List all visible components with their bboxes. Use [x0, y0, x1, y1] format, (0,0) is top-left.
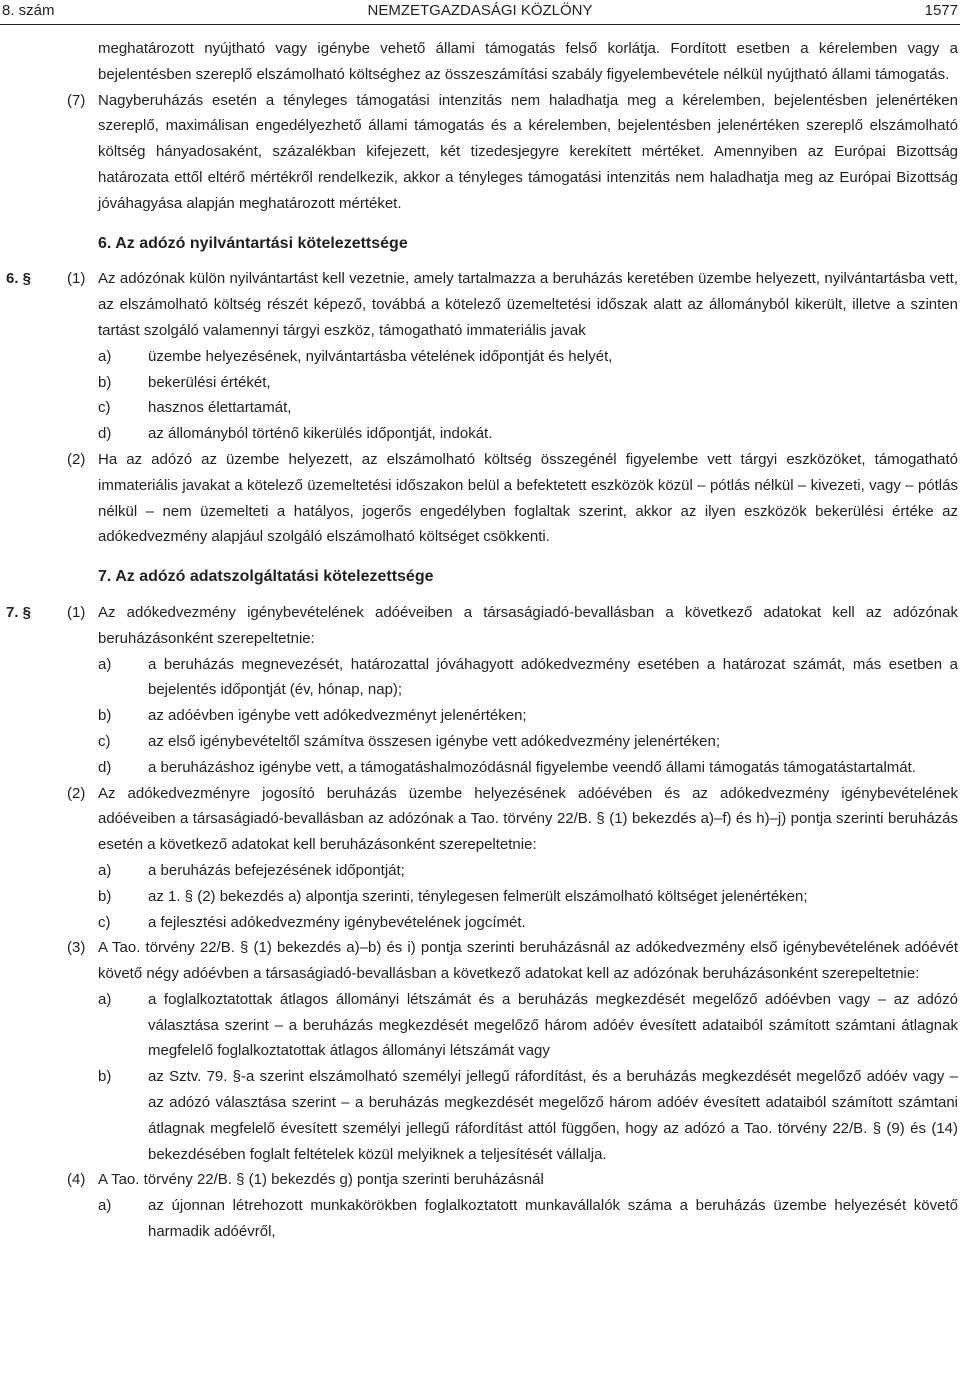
paragraph-text: A Tao. törvény 22/B. § (1) bekezdés g) pontja szerinti beruházásnál — [98, 1171, 544, 1189]
item-text: a foglalkoztatottak átlagos állományi létszámát és a beruházás megkezdését megelőző adóévben vagy – az adózó választása szerint – a beruházás megkezdését megelőző három adóév évesített adataiból számított számtani átlagnak megfelelő foglalkoztatottak átlagos állományi létszámát vagy — [148, 990, 958, 1060]
section-7-paragraph-4 — [0, 1167, 960, 1193]
item-mark: b) — [98, 1068, 112, 1086]
item-mark: a) — [98, 655, 112, 673]
item-text: a beruházáshoz igénybe vett, a támogatáshalmozódásnál figyelembe veendő állami támogatás támogatástartalmát. — [148, 758, 916, 776]
item-text: az 1. § (2) bekezdés a) alpontja szerinti, ténylegesen felmerült elszámolható költséget jelenértéken; — [148, 887, 808, 905]
paragraph-number: (1) — [67, 603, 86, 621]
item-mark: d) — [98, 758, 112, 776]
paragraph-text: Az adókedvezmény igénybevételének adóéveiben a társaságiadó-bevallásban a következő adatokat kell az adózónak beruházásonként szerepeltetnie: — [98, 603, 958, 647]
list-item — [0, 858, 960, 884]
paragraph-number: (7) — [67, 91, 86, 109]
list-item — [0, 884, 960, 910]
item-mark: b) — [98, 373, 112, 391]
paragraph-number: (1) — [67, 270, 86, 288]
item-text: a beruházás befejezésének időpontját; — [148, 861, 405, 879]
paragraph-number: (2) — [67, 784, 86, 802]
item-mark: a) — [98, 1197, 112, 1215]
item-text: az adóévben igénybe vett adókedvezményt jelenértéken; — [148, 707, 527, 725]
journal-title: NEMZETGAZDASÁGI KÖZLÖNY — [367, 2, 593, 19]
item-text: bekerülési értékét, — [148, 373, 271, 391]
list-item — [0, 344, 960, 370]
item-text: az Sztv. 79. §-a szerint elszámolható személyi jellegű ráfordítást, és a beruházás megkezdését megelőző adóév vagy – az adózó választása szerint – a beruházás megkezdését megelőző három adóév évesített adataiból számított számtani átlagnak megfelelő évesített személyi jellegű ráfordítást attól függően, hogy az adózó a Tao. törvény 22/B. § (9) és (14) bekezdésében foglalt feltételek közül melyiknek a teljesítését vállalja. — [148, 1068, 958, 1163]
list-item — [0, 1064, 960, 1167]
paragraph-text: Ha az adózó az üzembe helyezett, az elszámolható költség összegénél figyelembe vett tárgyi eszközöket, támogatható immateriális javakat a kötelező üzemeltetési időszakon belül a befektetett eszközök közül – pótlás nélkül – kivezeti, vagy – pótlás nélkül – nem üzemelteti a hatályos, jogerős engedélyben foglaltak szerint, akkor az ilyen eszközök bekerülési értéke az adókedvezmény alapjául szolgáló elszámolható költséget csökkenti. — [98, 450, 958, 546]
list-item — [0, 755, 960, 781]
section-6-paragraph-1 — [0, 266, 960, 343]
paragraph-text: Az adózónak külön nyilvántartást kell vezetnie, amely tartalmazza a beruházás keretében üzembe helyezett, nyilvántartásba vett, az elszámolható költség részét képező, továbbá a kötelező üzemeltetési időszak alatt az állományból kikerült, illetve a szinten tartást szolgáló valamennyi tárgyi eszköz, támogatható immateriális javak — [98, 270, 958, 339]
item-mark: a) — [98, 990, 112, 1008]
item-mark: c) — [98, 732, 111, 750]
item-mark: c) — [98, 399, 111, 417]
page-header — [0, 0, 960, 25]
section-sign: 7. § — [6, 603, 32, 621]
list-item — [0, 421, 960, 447]
section-6-heading: 6. Az adózó nyilvántartási kötelezettsége — [98, 234, 408, 252]
section-7-paragraph-3 — [0, 935, 960, 987]
intro-paragraph: meghatározott nyújtható vagy igénybe vehető állami támogatás felső korlátja. Fordított esetben a kérelemben vagy a bejelentésben szereplő elszámolható költséghez az összeszámítási szabály figyelembevétele nélkül nyújtható állami támogatás. — [98, 40, 958, 83]
list-item — [0, 1193, 960, 1245]
item-text: az állományból történő kikerülés időpontját, indokát. — [148, 425, 493, 443]
section-sign: 6. § — [6, 270, 32, 288]
issue-number: 8. szám — [2, 2, 55, 19]
paragraph-text: Az adókedvezményre jogosító beruházás üzembe helyezésének adóévében és az adókedvezmény igénybevételének adóéveiben a társaságiadó-bevallásban az adózónak a Tao. törvény 22/B. § (1) bekezdés a)–f) és h)–j) pontja szerinti beruházás esetén a következő adatokat kell beruházásonként szerepeltetnie: — [98, 784, 958, 854]
list-item — [0, 703, 960, 729]
item-text: üzembe helyezésének, nyilvántartásba vételének időpontját és helyét, — [148, 347, 613, 365]
item-mark: a) — [98, 861, 112, 879]
list-item — [0, 987, 960, 1064]
list-item — [0, 729, 960, 755]
document-body — [0, 36, 960, 1245]
section-7-heading: 7. Az adózó adatszolgáltatási kötelezettsége — [98, 568, 434, 586]
item-mark: d) — [98, 425, 112, 443]
item-mark: c) — [98, 913, 111, 931]
list-item — [0, 395, 960, 421]
paragraph-number: (2) — [67, 450, 86, 468]
section-6-paragraph-2 — [0, 447, 960, 550]
list-item — [0, 652, 960, 704]
item-text: a beruházás megnevezését, határozattal jóváhagyott adókedvezmény esetében a határozat számát, más esetben a bejelentés időpontját (év, hónap, nap); — [148, 655, 958, 699]
item-mark: b) — [98, 707, 112, 725]
item-mark: b) — [98, 887, 112, 905]
paragraph-text: Nagyberuházás esetén a tényleges támogatási intenzitás nem haladhatja meg a kérelemben, bejelentésben jelenértéken szereplő, maximálisan engedélyezhető állami támogatás és a kérelemben, bejelentésben jelenértéken szereplő elszámolható költség hányadosaként, százalékban kifejezett, két tizedesjegyre kerekített mértéket. Amennyiben az Európai Bizottság határozata ettől eltérő mértékről rendelkezik, akkor a tényleges támogatási intenzitás nem haladhatja meg az Európai Bizottság jóváhagyása alapján meghatározott mértéket. — [98, 91, 958, 212]
section-7-paragraph-2 — [0, 781, 960, 858]
item-text: hasznos élettartamát, — [148, 399, 292, 417]
paragraph-7 — [0, 88, 960, 217]
paragraph-number: (4) — [67, 1171, 86, 1189]
item-text: a fejlesztési adókedvezmény igénybevételének jogcímét. — [148, 913, 526, 931]
paragraph-number: (3) — [67, 939, 86, 957]
section-7-paragraph-1 — [0, 600, 960, 652]
item-text: az újonnan létrehozott munkakörökben foglalkoztatott munkavállalók száma a beruházás üzembe helyezését követő harmadik adóévről, — [148, 1197, 958, 1241]
list-item — [0, 910, 960, 936]
list-item — [0, 370, 960, 396]
paragraph-text: A Tao. törvény 22/B. § (1) bekezdés a)–b) és i) pontja szerinti beruházásnál az adókedvezmény első igénybevételének adóévét követő négy adóévben a társaságiadó-bevallásban a következő adatokat kell az adózónak beruházásonként szerepeltetnie: — [98, 939, 958, 983]
item-text: az első igénybevételtől számítva összesen igénybe vett adókedvezmény jelenértéken; — [148, 732, 720, 750]
item-mark: a) — [98, 347, 112, 365]
page-number: 1577 — [924, 2, 958, 19]
